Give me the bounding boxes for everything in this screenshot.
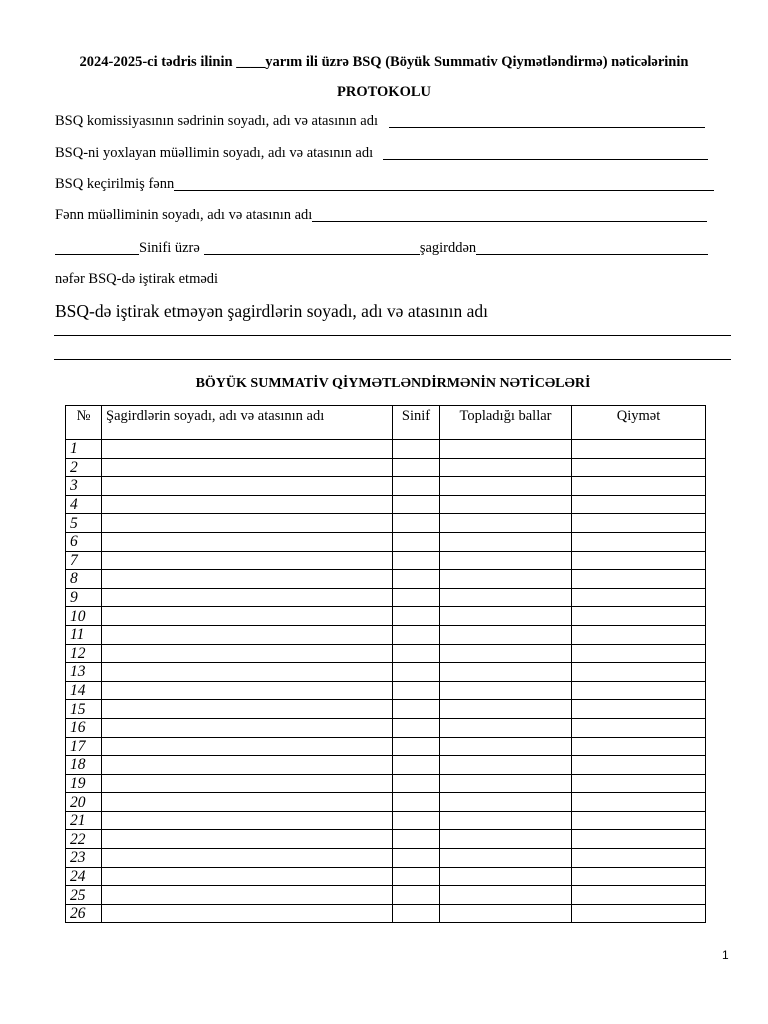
student-name-cell[interactable]: [102, 551, 393, 570]
row-number: 10: [66, 607, 102, 626]
points-cell[interactable]: [440, 849, 572, 868]
points-cell[interactable]: [440, 830, 572, 849]
student-name-cell[interactable]: [102, 737, 393, 756]
grade-cell[interactable]: [572, 644, 706, 663]
class-cell[interactable]: [393, 718, 440, 737]
table-row: [66, 495, 706, 514]
row-number: 11: [66, 625, 102, 644]
points-cell[interactable]: [440, 607, 572, 626]
points-cell[interactable]: [440, 551, 572, 570]
grade-cell[interactable]: [572, 570, 706, 589]
table-row: [66, 440, 706, 459]
grade-cell[interactable]: [572, 607, 706, 626]
points-cell[interactable]: [440, 495, 572, 514]
column-header-class: Sinif: [393, 406, 440, 440]
column-header-number: №: [66, 406, 102, 440]
class-cell[interactable]: [393, 830, 440, 849]
table-row: [66, 904, 706, 923]
row-number: 3: [66, 477, 102, 496]
grade-cell[interactable]: [572, 737, 706, 756]
table-row: [66, 774, 706, 793]
column-header-student-name: Şagirdlərin soyadı, adı və atasının adı: [102, 406, 393, 440]
row-number: 15: [66, 700, 102, 719]
row-number: 9: [66, 588, 102, 607]
grade-cell[interactable]: [572, 756, 706, 775]
class-cell[interactable]: [393, 607, 440, 626]
points-cell[interactable]: [440, 644, 572, 663]
chairman-label: BSQ komissiyasının sədrinin soyadı, adı və atasının adı: [55, 113, 379, 129]
row-number: 5: [66, 514, 102, 533]
grade-cell[interactable]: [572, 551, 706, 570]
grade-cell[interactable]: [572, 495, 706, 514]
class-cell[interactable]: [393, 440, 440, 459]
student-name-cell[interactable]: [102, 532, 393, 551]
class-field: [55, 237, 727, 257]
grade-cell[interactable]: [572, 514, 706, 533]
table-header-row: [66, 406, 706, 440]
student-name-cell[interactable]: [102, 477, 393, 496]
checker-label: BSQ-ni yoxlayan müəllimin soyadı, adı və atasının adı: [55, 145, 374, 161]
class-cell[interactable]: [393, 495, 440, 514]
grade-cell[interactable]: [572, 477, 706, 496]
row-number: 25: [66, 886, 102, 905]
student-name-cell[interactable]: [102, 570, 393, 589]
row-number: 12: [66, 644, 102, 663]
class-cell[interactable]: [393, 588, 440, 607]
grade-cell[interactable]: [572, 532, 706, 551]
student-name-cell[interactable]: [102, 440, 393, 459]
points-cell[interactable]: [440, 700, 572, 719]
student-name-cell[interactable]: [102, 514, 393, 533]
class-cell[interactable]: [393, 532, 440, 551]
grade-cell[interactable]: [572, 700, 706, 719]
row-number: 8: [66, 570, 102, 589]
document-title: 2024-2025-ci tədris ilinin ____yarım ili üzrə BSQ (Böyük Summativ Qiymətləndirmə) nəticələrinin: [79, 54, 689, 70]
row-number: 6: [66, 532, 102, 551]
points-cell[interactable]: [440, 514, 572, 533]
student-name-cell[interactable]: [102, 681, 393, 700]
class-label: Sinifi üzrə: [139, 240, 200, 256]
grade-cell[interactable]: [572, 440, 706, 459]
grade-cell[interactable]: [572, 830, 706, 849]
student-name-cell[interactable]: [102, 663, 393, 682]
grade-cell[interactable]: [572, 886, 706, 905]
row-number: 20: [66, 793, 102, 812]
points-cell[interactable]: [440, 886, 572, 905]
grade-cell[interactable]: [572, 849, 706, 868]
student-name-cell[interactable]: [102, 588, 393, 607]
chairman-field: [55, 110, 727, 130]
points-cell[interactable]: [440, 793, 572, 812]
table-row: [66, 700, 706, 719]
points-cell[interactable]: [440, 663, 572, 682]
class-cell[interactable]: [393, 904, 440, 923]
table-row: [66, 830, 706, 849]
student-name-cell[interactable]: [102, 849, 393, 868]
table-row: [66, 570, 706, 589]
table-row: [66, 644, 706, 663]
subject-blank[interactable]: [174, 176, 714, 191]
points-cell[interactable]: [440, 681, 572, 700]
grade-cell[interactable]: [572, 774, 706, 793]
grade-cell[interactable]: [572, 904, 706, 923]
row-number: 13: [66, 663, 102, 682]
row-number: 19: [66, 774, 102, 793]
results-table-body: [66, 440, 706, 923]
class-cell[interactable]: [393, 477, 440, 496]
row-number: 18: [66, 756, 102, 775]
table-row: [66, 886, 706, 905]
page-number: 1: [722, 948, 729, 962]
class-cell[interactable]: [393, 663, 440, 682]
points-cell[interactable]: [440, 570, 572, 589]
column-header-points: Topladığı ballar: [440, 406, 572, 440]
student-name-cell[interactable]: [102, 811, 393, 830]
table-row: [66, 514, 706, 533]
teacher-blank[interactable]: [312, 207, 707, 222]
class-cell[interactable]: [393, 551, 440, 570]
table-row: [66, 477, 706, 496]
absent-students-heading: BSQ-də iştirak etməyən şagirdlərin soyadı, adı və atasının adı: [55, 301, 489, 321]
table-row: [66, 793, 706, 812]
row-number: 23: [66, 849, 102, 868]
column-header-grade: Qiymət: [572, 406, 706, 440]
row-number: 7: [66, 551, 102, 570]
student-name-cell[interactable]: [102, 625, 393, 644]
student-name-cell[interactable]: [102, 458, 393, 477]
table-row: [66, 867, 706, 886]
teacher-label: Fənn müəlliminin soyadı, adı və atasının adı: [55, 207, 313, 223]
table-row: [66, 551, 706, 570]
student-name-cell[interactable]: [102, 607, 393, 626]
checker-blank[interactable]: [383, 145, 708, 160]
student-name-cell[interactable]: [102, 495, 393, 514]
table-row: [66, 756, 706, 775]
points-cell[interactable]: [440, 867, 572, 886]
points-cell[interactable]: [440, 588, 572, 607]
table-row: [66, 532, 706, 551]
row-number: 2: [66, 458, 102, 477]
absent-count-blank[interactable]: [476, 240, 708, 255]
teacher-field: [55, 204, 727, 224]
class-cell[interactable]: [393, 867, 440, 886]
grade-cell[interactable]: [572, 681, 706, 700]
table-row: [66, 625, 706, 644]
student-name-cell[interactable]: [102, 718, 393, 737]
absent-students-line-2[interactable]: [54, 359, 731, 360]
class-cell[interactable]: [393, 886, 440, 905]
points-cell[interactable]: [440, 737, 572, 756]
table-row: [66, 588, 706, 607]
student-name-cell[interactable]: [102, 793, 393, 812]
class-cell[interactable]: [393, 700, 440, 719]
student-name-cell[interactable]: [102, 774, 393, 793]
table-row: [66, 663, 706, 682]
checker-field: [55, 142, 727, 162]
grade-cell[interactable]: [572, 867, 706, 886]
class-blank[interactable]: [55, 240, 139, 255]
row-number: 22: [66, 830, 102, 849]
table-row: [66, 607, 706, 626]
student-name-cell[interactable]: [102, 700, 393, 719]
points-cell[interactable]: [440, 756, 572, 775]
chairman-blank[interactable]: [389, 113, 705, 128]
students-count-blank[interactable]: [204, 240, 420, 255]
row-number: 16: [66, 718, 102, 737]
points-cell[interactable]: [440, 718, 572, 737]
points-cell[interactable]: [440, 532, 572, 551]
subject-label: BSQ keçirilmiş fənn: [55, 176, 175, 192]
row-number: 1: [66, 440, 102, 459]
grade-cell[interactable]: [572, 718, 706, 737]
points-cell[interactable]: [440, 774, 572, 793]
student-name-cell[interactable]: [102, 644, 393, 663]
student-name-cell[interactable]: [102, 830, 393, 849]
points-cell[interactable]: [440, 477, 572, 496]
results-table: [65, 405, 706, 923]
grade-cell[interactable]: [572, 458, 706, 477]
row-number: 24: [66, 867, 102, 886]
points-cell[interactable]: [440, 440, 572, 459]
student-name-cell[interactable]: [102, 867, 393, 886]
table-row: [66, 681, 706, 700]
student-name-cell[interactable]: [102, 756, 393, 775]
table-row: [66, 737, 706, 756]
class-cell[interactable]: [393, 737, 440, 756]
class-cell[interactable]: [393, 644, 440, 663]
grade-cell[interactable]: [572, 625, 706, 644]
absent-count-field: [55, 268, 727, 288]
grade-cell[interactable]: [572, 663, 706, 682]
class-cell[interactable]: [393, 774, 440, 793]
class-cell[interactable]: [393, 756, 440, 775]
row-number: 14: [66, 681, 102, 700]
class-cell[interactable]: [393, 458, 440, 477]
students-label: şagirddən: [419, 240, 477, 256]
row-number: 4: [66, 495, 102, 514]
class-cell[interactable]: [393, 570, 440, 589]
grade-cell[interactable]: [572, 588, 706, 607]
absent-count-label: nəfər BSQ-də iştirak etmədi: [55, 271, 219, 287]
class-cell[interactable]: [393, 625, 440, 644]
points-cell[interactable]: [440, 625, 572, 644]
absent-students-line-1[interactable]: [54, 335, 731, 336]
table-row: [66, 718, 706, 737]
points-cell[interactable]: [440, 458, 572, 477]
table-row: [66, 849, 706, 868]
class-cell[interactable]: [393, 793, 440, 812]
table-row: [66, 811, 706, 830]
class-cell[interactable]: [393, 681, 440, 700]
points-cell[interactable]: [440, 904, 572, 923]
document-subtitle: PROTOKOLU: [337, 84, 431, 100]
student-name-cell[interactable]: [102, 886, 393, 905]
table-row: [66, 458, 706, 477]
row-number: 17: [66, 737, 102, 756]
results-title: BÖYÜK SUMMATİV QİYMƏTLƏNDİRMƏNİN NƏTİCƏLƏRİ: [195, 376, 591, 391]
class-cell[interactable]: [393, 514, 440, 533]
subject-field: [55, 173, 727, 193]
row-number: 21: [66, 811, 102, 830]
points-cell[interactable]: [440, 811, 572, 830]
class-cell[interactable]: [393, 849, 440, 868]
grade-cell[interactable]: [572, 793, 706, 812]
row-number: 26: [66, 904, 102, 923]
grade-cell[interactable]: [572, 811, 706, 830]
student-name-cell[interactable]: [102, 904, 393, 923]
class-cell[interactable]: [393, 811, 440, 830]
